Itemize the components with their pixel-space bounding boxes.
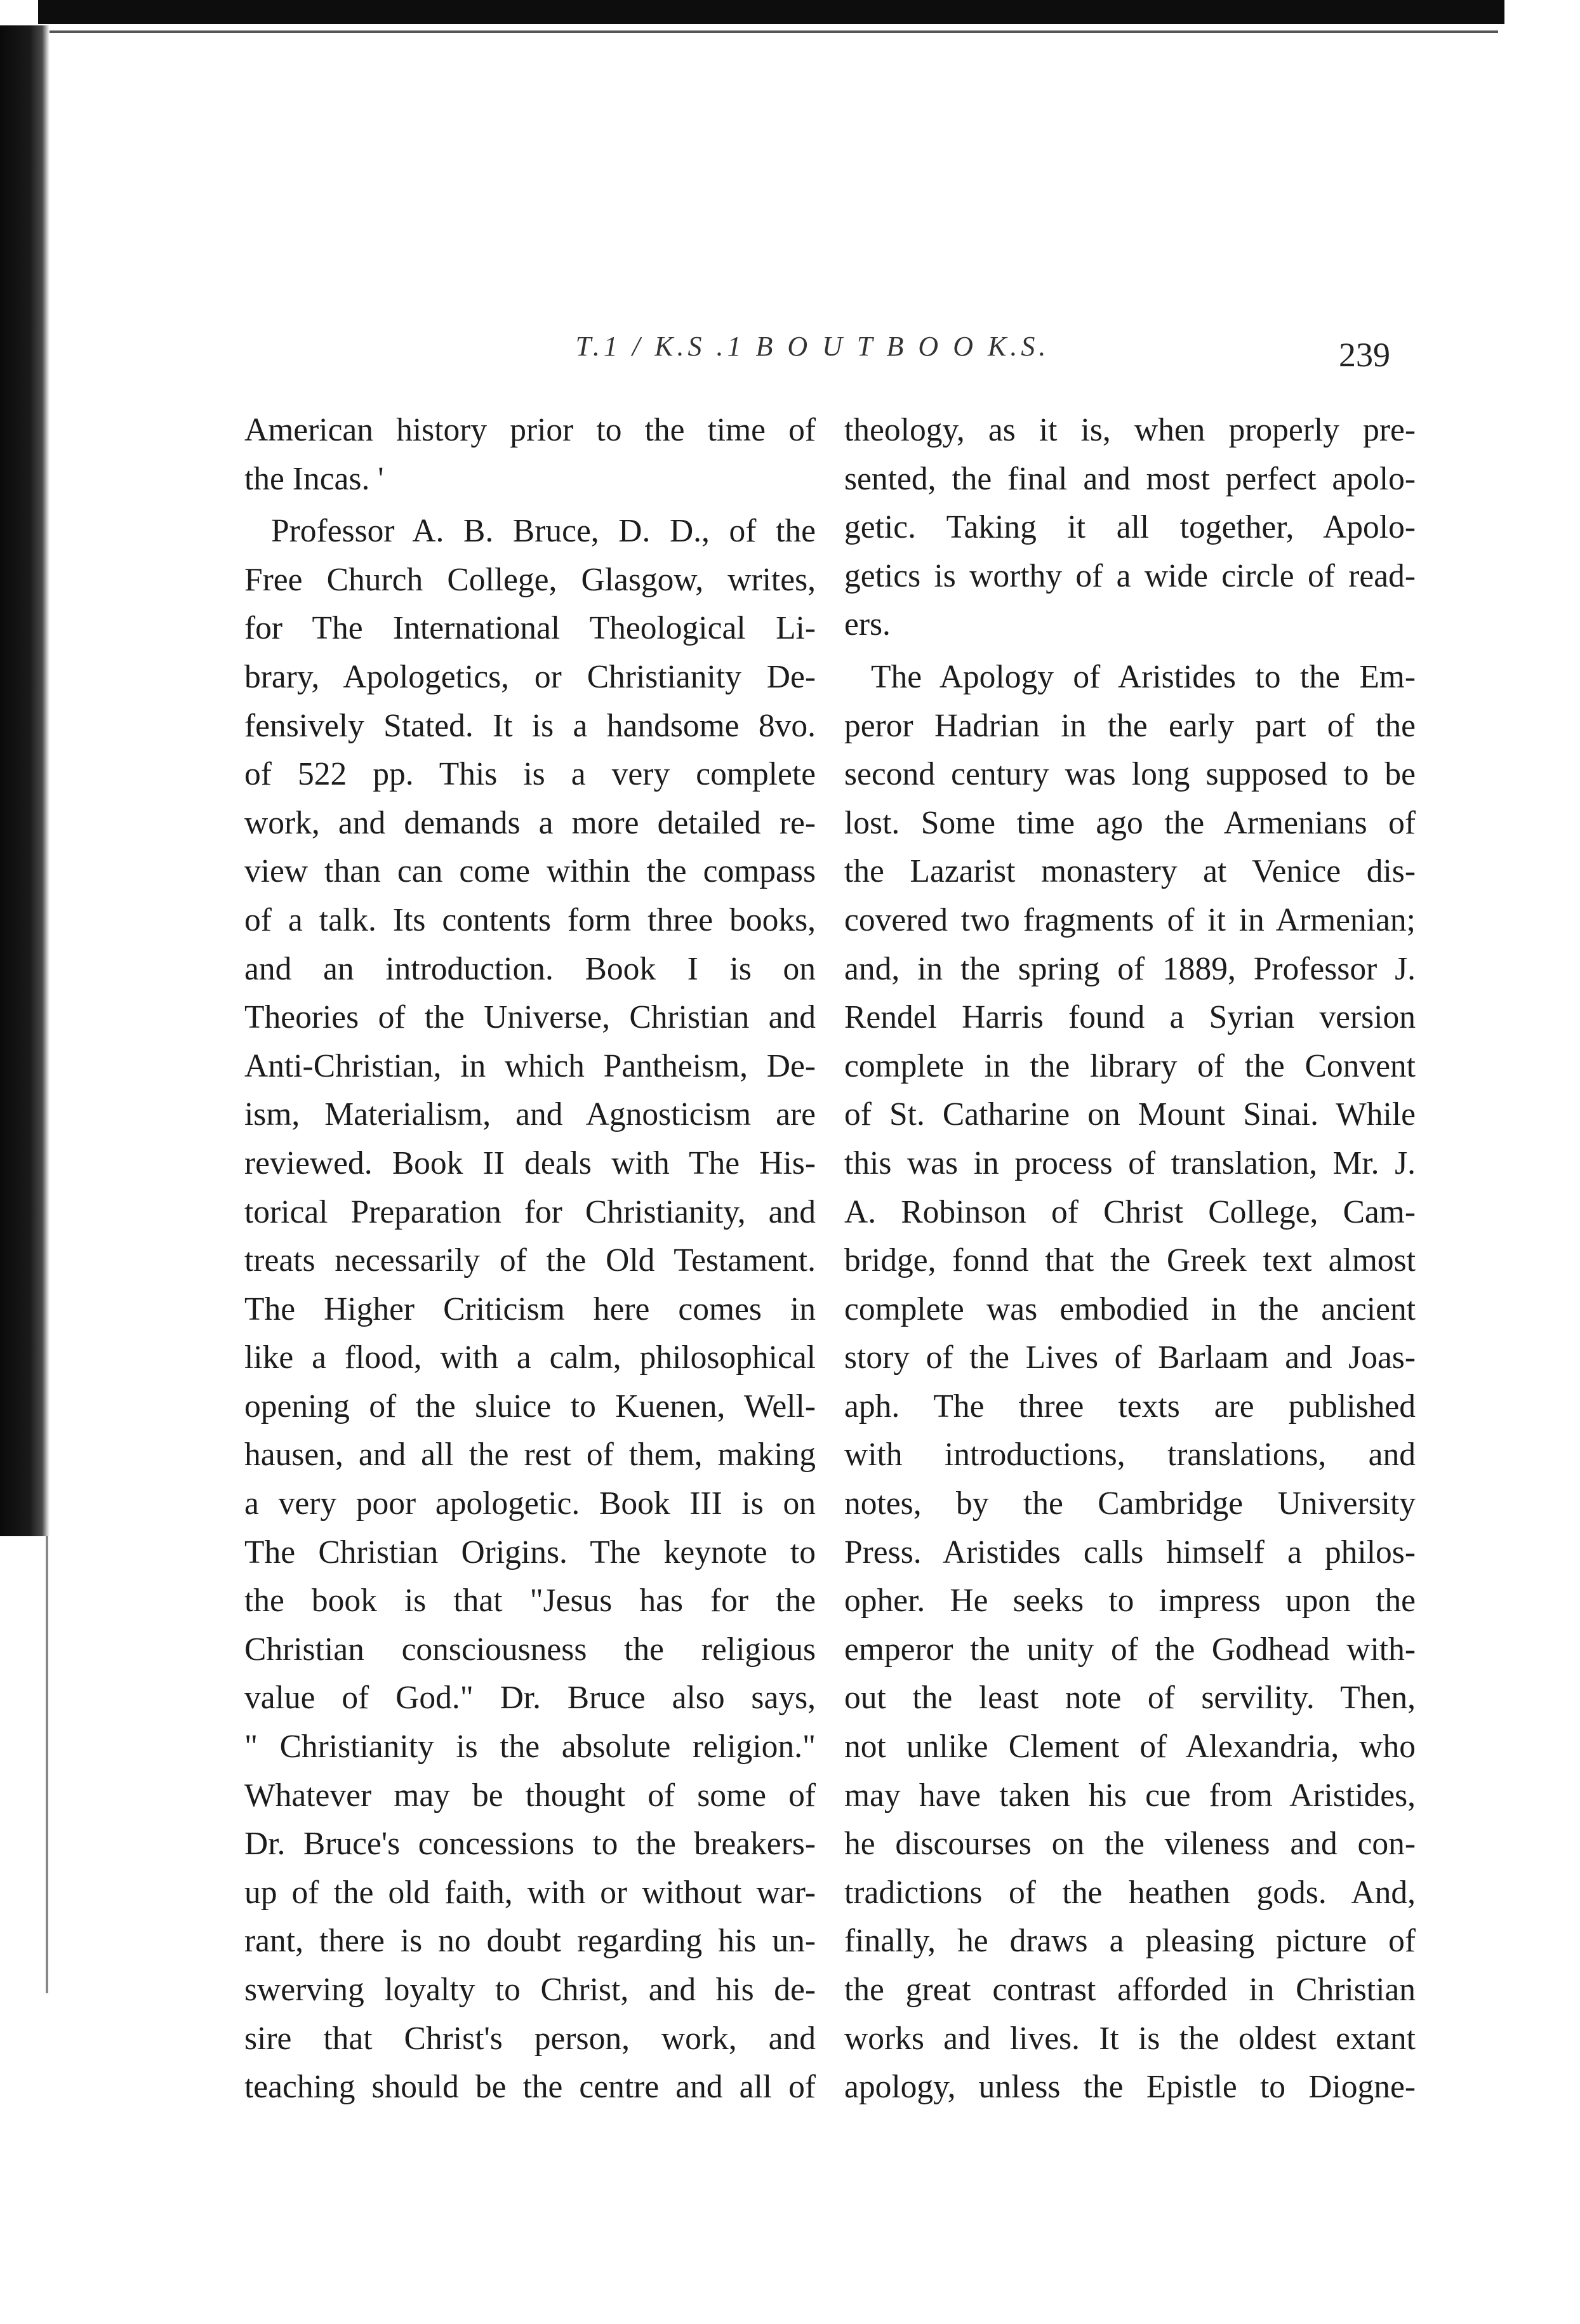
scan-binding-shadow	[0, 25, 50, 1536]
right-text-column	[844, 406, 1416, 2112]
text-line: view than can come within the compass	[244, 853, 816, 890]
text-line: value of God." Dr. Bruce also says,	[244, 1680, 816, 1716]
text-line: bridge, fonnd that the Greek text almost	[844, 1242, 1416, 1279]
text-line: complete in the library of the Convent	[844, 1047, 1416, 1084]
text-line: up of the old faith, with or without war-	[244, 1874, 816, 1911]
text-line: of a talk. Its contents form three books,	[244, 901, 816, 938]
text-line: finally, he draws a pleasing picture of	[844, 1923, 1416, 1960]
page-number: 239	[1339, 336, 1390, 374]
text-line: not unlike Clement of Alexandria, who	[844, 1729, 1416, 1765]
text-line: tradictions of the heathen gods. And,	[844, 1874, 1416, 1911]
text-line: lost. Some time ago the Armenians of	[844, 804, 1416, 841]
text-line: sire that Christ's person, work, and	[244, 2020, 816, 2057]
text-line: may have taken his cue from Aristides,	[844, 1777, 1416, 1814]
text-line: getic. Taking it all together, Apolo-	[844, 509, 1416, 546]
text-line: Press. Aristides calls himself a philos-	[844, 1534, 1416, 1570]
text-line: for The International Theological Li-	[244, 610, 816, 647]
text-line: of 522 pp. This is a very complete	[244, 756, 816, 793]
running-head: T.1 / K.S .1 B O U T B O O K.S.	[575, 331, 1050, 362]
text-line: with introductions, translations, and	[844, 1437, 1416, 1473]
text-line: like a flood, with a calm, philosophical	[244, 1339, 816, 1376]
text-line: rant, there is no doubt regarding his un-	[244, 1923, 816, 1960]
text-line: sented, the final and most perfect apolo-	[844, 460, 1416, 497]
text-line: story of the Lives of Barlaam and Joas-	[844, 1339, 1416, 1376]
text-line: Rendel Harris found a Syrian version	[844, 999, 1416, 1036]
text-line: Whatever may be thought of some of	[244, 1777, 816, 1814]
text-line: opher. He seeks to impress upon the	[844, 1583, 1416, 1619]
text-line: fensively Stated. It is a handsome 8vo.	[244, 707, 816, 744]
text-line: second century was long supposed to be	[844, 756, 1416, 793]
text-line: American history prior to the time of	[244, 412, 816, 448]
text-line: swerving loyalty to Christ, and his de-	[244, 1972, 816, 2008]
text-line: The Higher Criticism here comes in	[244, 1291, 816, 1327]
text-line: A. Robinson of Christ College, Cam-	[844, 1193, 1416, 1230]
text-line: out the least note of servility. Then,	[844, 1680, 1416, 1716]
text-line: torical Preparation for Christianity, and	[244, 1193, 816, 1230]
text-line: The Christian Origins. The keynote to	[244, 1534, 816, 1570]
text-line: works and lives. It is the oldest extant	[844, 2020, 1416, 2057]
text-line: a very poor apologetic. Book III is on	[244, 1485, 816, 1522]
text-line: the Incas. '	[244, 460, 384, 497]
text-line: the Lazarist monastery at Venice dis-	[844, 853, 1416, 890]
text-line: teaching should be the centre and all of	[244, 2069, 816, 2106]
text-line: ism, Materialism, and Agnosticism are	[244, 1096, 816, 1133]
text-line: Professor A. B. Bruce, D. D., of the	[271, 513, 816, 550]
scan-margin-line	[46, 1536, 48, 1993]
text-line: Anti-Christian, in which Pantheism, De-	[244, 1047, 816, 1084]
text-line: he discourses on the vileness and con-	[844, 1826, 1416, 1863]
text-line: apology, unless the Epistle to Diogne-	[844, 2069, 1416, 2106]
left-text-column	[244, 406, 816, 2112]
text-line: " Christianity is the absolute religion."	[244, 1729, 816, 1765]
text-line: complete was embodied in the ancient	[844, 1291, 1416, 1327]
text-line: Christian consciousness the religious	[244, 1631, 816, 1668]
text-line: hausen, and all the rest of them, making	[244, 1437, 816, 1473]
text-line: aph. The three texts are published	[844, 1388, 1416, 1424]
text-line: getics is worthy of a wide circle of read-	[844, 557, 1416, 594]
text-line: of St. Catharine on Mount Sinai. While	[844, 1096, 1416, 1133]
text-line: theology, as it is, when properly pre-	[844, 412, 1416, 448]
text-line: emperor the unity of the Godhead with-	[844, 1631, 1416, 1668]
text-line: the book is that "Jesus has for the	[244, 1583, 816, 1619]
scan-top-edge	[38, 0, 1504, 24]
text-line: Theories of the Universe, Christian and	[244, 999, 816, 1036]
text-line: opening of the sluice to Kuenen, Well-	[244, 1388, 816, 1424]
text-line: The Apology of Aristides to the Em-	[871, 658, 1416, 695]
text-line: notes, by the Cambridge University	[844, 1485, 1416, 1522]
text-line: treats necessarily of the Old Testament.	[244, 1242, 816, 1279]
text-line: this was in process of translation, Mr. J.	[844, 1145, 1416, 1181]
text-line: and, in the spring of 1889, Professor J.	[844, 950, 1416, 987]
text-line: Free Church College, Glasgow, writes,	[244, 561, 816, 598]
text-line: peror Hadrian in the early part of the	[844, 707, 1416, 744]
text-line: covered two fragments of it in Armenian;	[844, 901, 1416, 938]
text-line: ers.	[844, 606, 891, 643]
text-line: brary, Apologetics, or Christianity De-	[244, 658, 816, 695]
text-line: and an introduction. Book I is on	[244, 950, 816, 987]
text-line: the great contrast afforded in Christian	[844, 1972, 1416, 2008]
text-line: Dr. Bruce's concessions to the breakers-	[244, 1826, 816, 1863]
text-line: work, and demands a more detailed re-	[244, 804, 816, 841]
text-line: reviewed. Book II deals with The His-	[244, 1145, 816, 1181]
scan-top-line	[38, 30, 1498, 33]
